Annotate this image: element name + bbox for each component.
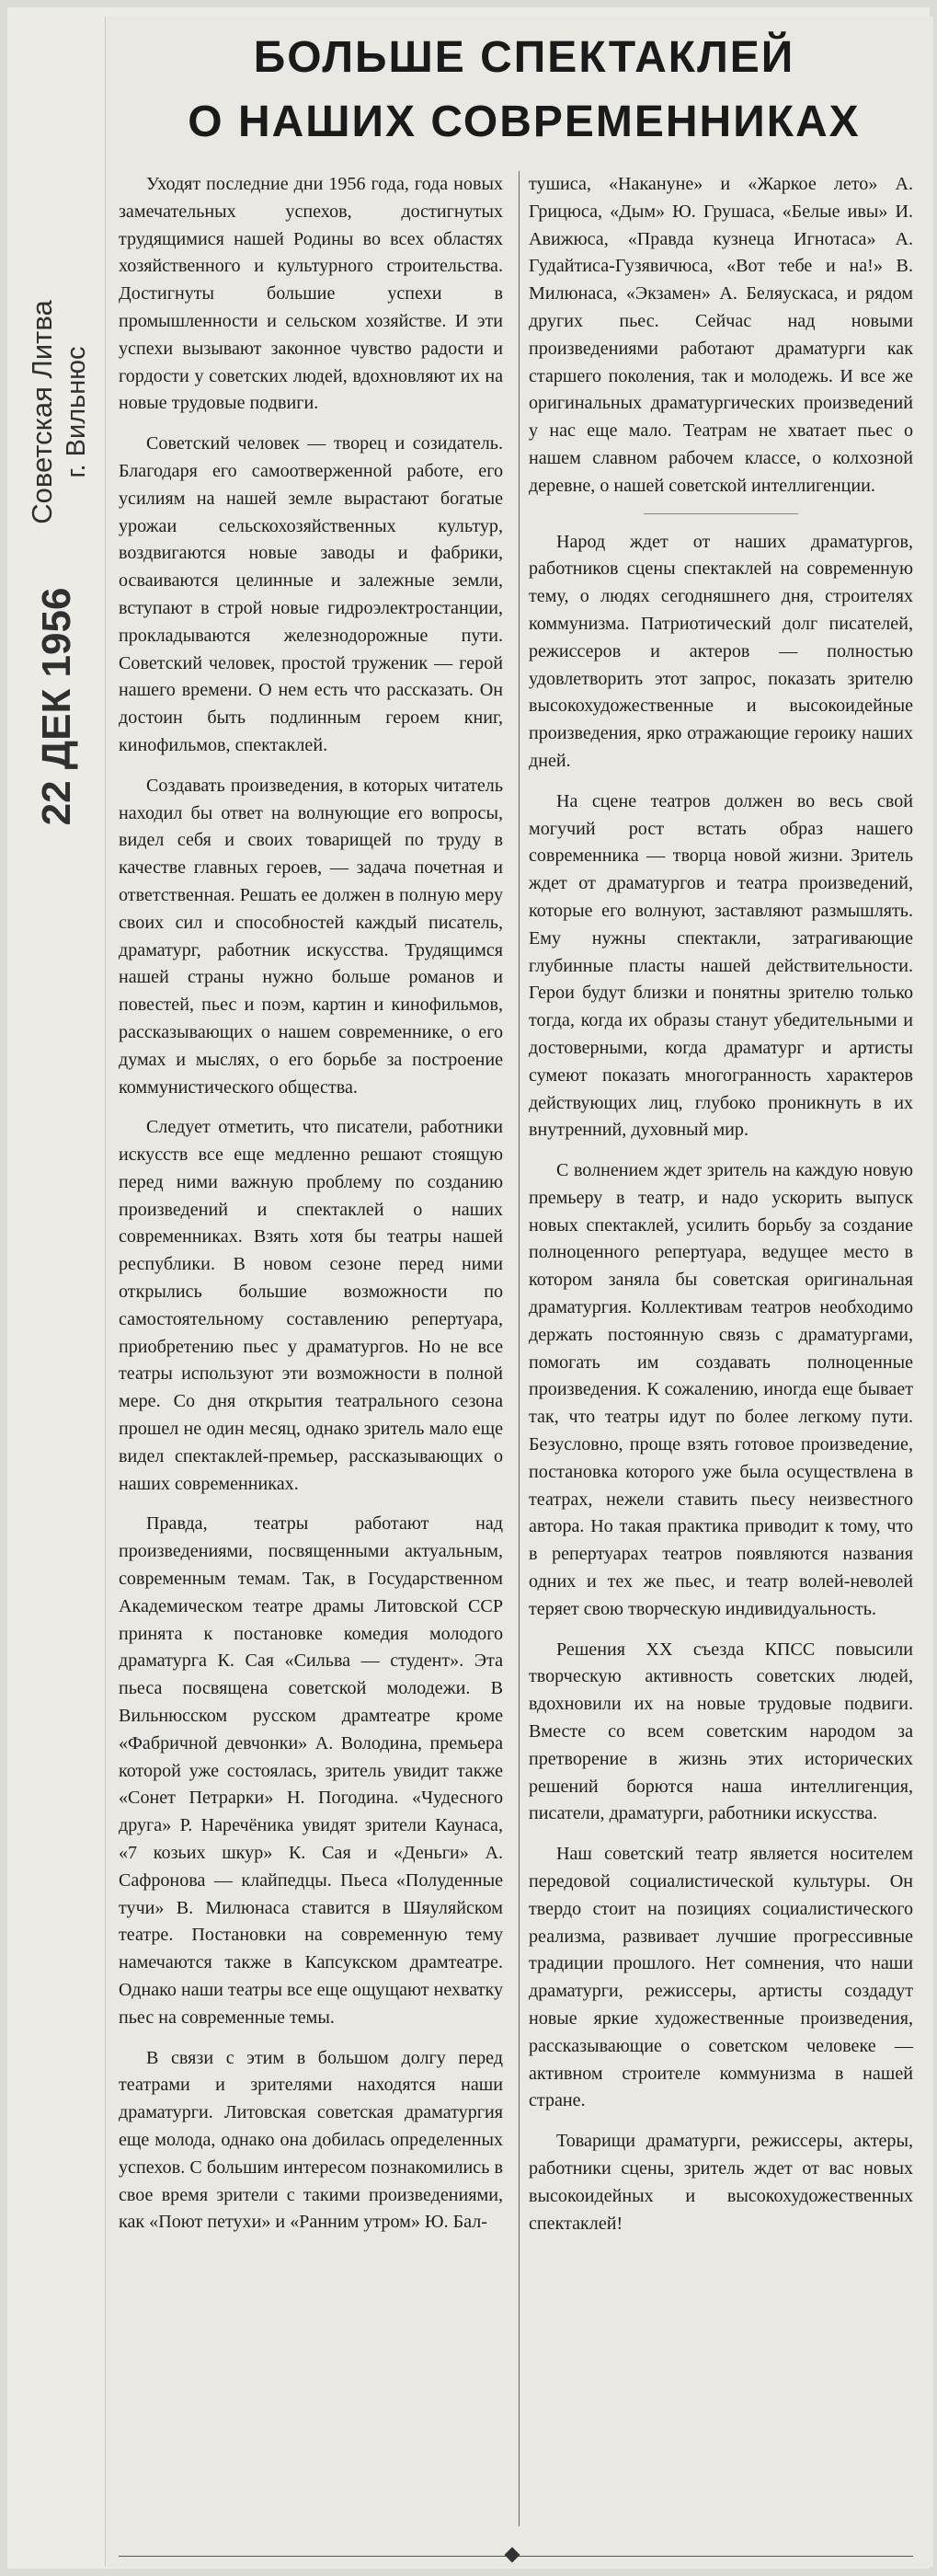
headline-line-1: БОЛЬШЕ СПЕКТАКЛЕЙ	[253, 33, 795, 82]
end-ornament	[505, 2547, 520, 2563]
article-column-left	[119, 171, 503, 2249]
headline-line-2: О НАШИХ СОВРЕМЕННИКАХ	[188, 98, 861, 146]
paragraph: Наш советский театр является носителем передовой социалистической культуры. Он твердо стоит на позициях социалистического реализма, развивает лучшие прогрессивные традиции прошлого. Нет сомнения, что наши драматурги, режиссеры, артисты создадут новые яркие художественные произведения, рассказывающие о советском человеке — активном строителе коммунизма в нашей стране.	[529, 1844, 913, 2111]
paragraph: Народ ждет от наших драматургов, работников сцены спектаклей на современную тему, о людях сегодняшнего дня, строителях коммунизма. Патриотический долг писателей, режиссеров и актеров — полностью удовлетворить этот запрос, показать зрителю высокохудожественные и высокоидейные произведения, ярко отражающие героику наших дней.	[529, 531, 913, 771]
paragraph: Советский человек — творец и созидатель. Благодаря его самоотверженной работе, его усилиям на нашей земле вырастают богатые урожаи сельскохозяйственных культур, воздвигаются новые заводы и фабрики, осваиваются целинные и залежные земли, вступают в строй новые гидроэлектростанции, прокладываются железнодорожные пути. Советский человек, простой труженик — герой нашего времени. О нем есть что рассказать. Он достоин быть подлинным героем книг, кинофильмов, спектаклей.	[119, 433, 503, 755]
paragraph: Правда, театры работают над произведениями, посвященными актуальным, современным темам. Так, в Государственном Академическом театре драмы Литовской ССР принята к постановке комедия молодого драматурга К. Сая «Сильва — студент». Эта пьеса посвящена советской молодежи. В Вильнюсском русском драмтеатре кроме «Фабричной девчонки» А. Володина, премьера которой уже состоялась, зритель увидит также «Сонет Петрарки» Н. Погодина. «Чудесного друга» Р. Наречёника увидят зрители Каунаса, «7 козьих шкур» К. Сая и «Деньги» А. Сафронова — клайпедцы. Пьеса «Полуденные тучи» В. Милюнаса ставится в Шяуляйском театре. Постановки на современную тему намечаются также в Капсукском драмтеатре. Однако наши театры все еще ощущают нехватку пьес на современные темы.	[119, 1513, 503, 2028]
column-divider	[519, 171, 520, 2526]
stamp-city: г. Вильнюс	[62, 346, 91, 478]
article-column-right	[529, 171, 913, 2250]
paragraph: Решения XX съезда КПСС повысили творческую активность советских людей, вдохновили их на новые трудовые подвиги. Вместе со всем советским народом за претворение в жизнь этих исторических решений борются наша интеллигенция, писатели, драматурги, работники искусства.	[529, 1639, 913, 1824]
stamp-svg	[17, 136, 105, 854]
stamp-date: 22 ДЕК 1956	[34, 587, 79, 826]
newspaper-clipping	[105, 17, 933, 2567]
paragraph: Создавать произведения, в которых читатель находил бы ответ на волнующие его вопросы, видел себя и своих товарищей по труду в качестве главных героев, — задача почетная и ответственная. Решать ее должен в полную меру своих сил и способностей каждый писатель, драматург, работник искусства. Трудящимся нашей страны нужно больше романов и повестей, пьес и поэм, картин и кинофильмов, рассказывающих о нашем современнике, о его думах и мыслях, о его борьбе за построение коммунистического общества.	[119, 775, 503, 1098]
paragraph: С волнением ждет зритель на каждую новую премьеру в театр, и надо ускорить выпуск новых спектаклей, усилить борьбу за создание полноценного репертуара, ведущее место в котором заняла бы советская оригинальная драматургия. Коллективам театров необходимо держать постоянную связь с драматургами, помогать им создавать полноценные произведения. К сожалению, иногда еще бывает так, что театры идут по более легкому пути. Безусловно, проще взять готовое произведение, постановка которого уже была осуществлена в театрах, нежели ставить пьесу неизвестного автора. Но такая практика приводит к тому, что в репертуарах театров появляются названия одних и тех же пьес, и театр волей-неволей теряет свою творческую индивидуальность.	[529, 1160, 913, 1619]
paragraph: В связи с этим в большом долгу перед театрами и зрителями находятся наши драматурги. Литовская советская драматургия еще молода, однако она добилась определенных успехов. С большим интересом познакомились в свое время зрители с такими произведениями, как «Поют петухи» и «Ранним утром» Ю. Бал-	[119, 2047, 503, 2233]
paragraph: Уходят последние дни 1956 года, года новых замечательных успехов, достигнутых трудящимися нашей Родины во всех областях хозяйственного и культурного строительства. Достигнуты большие успехи в промышленности и сельском хозяйстве. И эти успехи вызывают законное чувство радости и гордости у советских людей, вдохновляют их на новые трудовые подвиги.	[119, 174, 503, 414]
stamp-newspaper: Советская Литва	[26, 300, 58, 524]
paragraph: Товарищи драматурги, режиссеры, актеры, работники сцены, зритель ждет от вас новых высокоидейных и высокохудожественных спектаклей!	[529, 2131, 913, 2234]
paragraph: Следует отметить, что писатели, работники искусств все еще медленно решают стоящую перед ними важную проблему по созданию произведений и спектаклей о наших современниках. Взять хотя бы театры нашей республики. В новом сезоне перед ними открылись большие возможности по самостоятельному составлению репертуара, приобретению пьес у драматургов. Но не все театры используют эти возможности в полной мере. Со дня открытия театрального сезона прошел не один месяц, однако зритель мало еще видел спектаклей-премьер, рассказывающих о наших современниках.	[119, 1117, 503, 1494]
paragraph-continued: тушиса, «Накануне» и «Жаркое лето» А. Грицюса, «Дым» Ю. Грушаса, «Белые ивы» И. Авижюса, «Правда кузнеца Игнотаса» А. Гудайтиса-Гузявичюса, «Вот тебе и на!» В. Милюнаса, «Экзамен» А. Беляускаса, и рядом других пьес. Сейчас над новыми произведениями работают драматурги как старшего поколения, так и молодежь. И все же оригинальных драматургических произведений у нас еще мало. Театрам не хватает пьес о нашем славном рабочем классе, о колхозной деревне, о нашей советской интеллигенции.	[529, 174, 913, 496]
section-separator	[644, 513, 797, 514]
article-headline	[133, 26, 915, 155]
paper-sheet	[7, 7, 930, 2569]
newspaper-stamp	[17, 136, 105, 854]
paragraph: На сцене театров должен во весь свой могучий рост встать образ нашего современника — творца новой жизни. Зритель ждет от драматургов и театра произведений, которые его волнуют, заставляют размышлять. Ему нужны спектакли, затрагивающие глубинные пласты нашей действительности. Герои будут близки и понятны зрителю только тогда, когда их образы станут убедительными и достоверными, когда драматург и артисты сумеют показать многогранность характеров действующих лиц, глубоко проникнуть в их внутренний, духовный мир.	[529, 790, 913, 1141]
